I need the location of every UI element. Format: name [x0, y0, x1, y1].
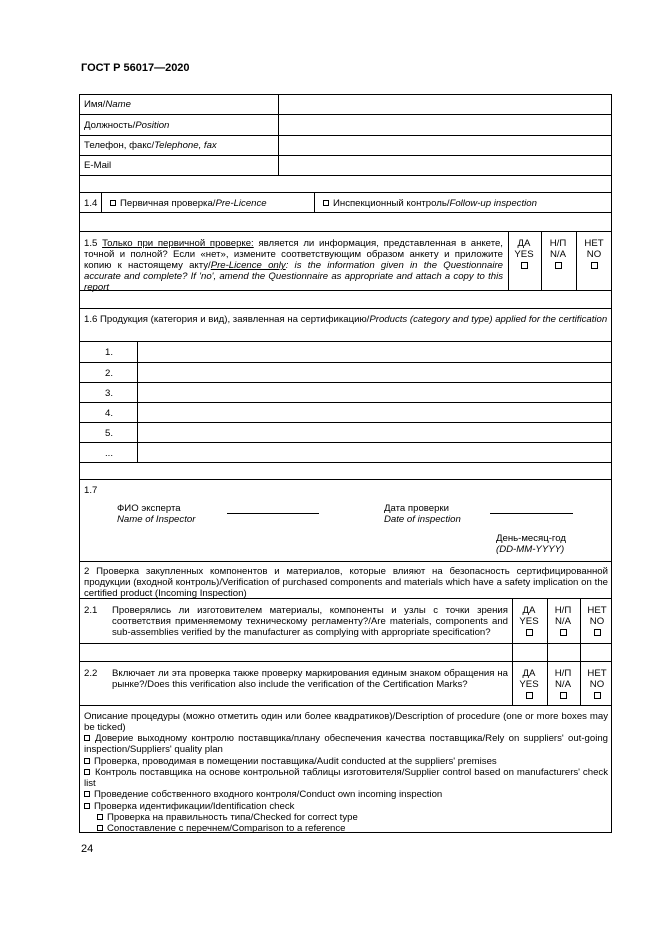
phone-label: Телефон, факс/ [84, 140, 155, 151]
checkbox-icon[interactable] [84, 758, 90, 764]
follow-up-label: Инспекционный контроль/ [333, 198, 450, 209]
yes-column: ДА YES [509, 238, 539, 269]
inspector-signature-line[interactable] [227, 513, 319, 514]
pre-licence-label: Первичная проверка/ [120, 198, 216, 209]
checkbox-icon[interactable] [97, 814, 103, 820]
date-label: Дата проверки [384, 503, 449, 514]
no-checkbox-icon[interactable] [594, 629, 601, 636]
product-row: 2. [80, 363, 611, 383]
procedure-option-correct-type: Проверка на правильность типа/Checked for correct type [107, 812, 358, 823]
section-2-2-question: Включает ли эта проверка также проверку маркирования единым знаком обращения на рынке?/Does this verification also include the verification of the Certification Marks? [112, 668, 508, 690]
na-column: Н/П N/A [543, 238, 573, 269]
section-2-1-number: 2.1 [84, 605, 98, 616]
product-row: 1. [80, 342, 611, 363]
document-header: ГОСТ Р 56017—2020 [81, 62, 190, 74]
section-1-5-row [80, 232, 611, 291]
position-label: Должность/ [84, 120, 136, 131]
yes-column: ДА YES [514, 668, 544, 699]
section-2-2-number: 2.2 [84, 668, 98, 679]
pre-licence-label-en: Pre-Licence [215, 198, 267, 209]
yes-checkbox-icon[interactable] [521, 262, 528, 269]
procedure-option-checklist: Контроль поставщика на основе контрольной таблицы изготовителя/Supplier control based on manufacturers' check list [84, 767, 608, 789]
procedure-option-own-inspection: Проведение собственного входного контроля/Conduct own incoming inspection [94, 789, 443, 800]
section-2-row [80, 562, 611, 599]
section-1-6-title: 1.6 Продукция (категория и вид), заявленная на сертификацию/Products (category and type) applied for the certification [84, 314, 608, 325]
section-2-1-question: Проверялись ли изготовителем материалы, компоненты и узлы с точки зрения соответствия применяемому техническому регламенту?/Are materials, components and sub-assemblies verified by the manufacturer as complying with appropriate specification? [112, 605, 508, 638]
product-row: 5. [80, 423, 611, 443]
product-row: ... [80, 443, 611, 463]
date-line[interactable] [490, 513, 573, 514]
checkbox-icon[interactable] [84, 791, 90, 797]
section-2-1-row [80, 599, 611, 644]
checkbox-icon[interactable] [97, 825, 103, 831]
phone-row [80, 136, 611, 156]
spacer-row [80, 644, 611, 662]
spacer-row [80, 176, 611, 193]
checkbox-icon[interactable] [323, 200, 329, 206]
no-checkbox-icon[interactable] [591, 262, 598, 269]
inspector-label: ФИО эксперта [117, 503, 181, 514]
name-label-en: Name [105, 99, 131, 110]
procedure-option-audit: Проверка, проводимая в помещении поставщика/Audit conducted at the suppliers' premises [94, 756, 497, 767]
email-label: E-Mail [84, 160, 112, 171]
na-checkbox-icon[interactable] [560, 629, 567, 636]
date-format: День-месяц-год [496, 533, 566, 544]
date-format-en: (DD-MM-YYYY) [496, 544, 565, 555]
section-2-title: 2 Проверка закупленных компонентов и материалов, которые влияют на безопасность сертифицированной продукции (входной контроль)/Verification of purchased components and materials which have a safety implication on the certified product (Incoming Inspection) [84, 566, 608, 599]
phone-label-en: Telephone, fax [154, 140, 217, 151]
procedure-intro: Описание процедуры (можно отметить один или более квадратиков)/Description of procedure (one or more boxes may be ticked) [84, 711, 608, 733]
na-checkbox-icon[interactable] [555, 262, 562, 269]
product-row: 3. [80, 383, 611, 403]
checkbox-icon[interactable] [110, 200, 116, 206]
follow-up-label-en: Follow-up inspection [449, 198, 537, 209]
section-2-2-row [80, 662, 611, 706]
spacer-row [80, 213, 611, 232]
section-1-4-number: 1.4 [84, 198, 98, 209]
na-checkbox-icon[interactable] [560, 692, 567, 699]
checkbox-icon[interactable] [84, 803, 90, 809]
yes-checkbox-icon[interactable] [526, 629, 533, 636]
section-1-6-row [80, 309, 611, 342]
section-1-5-question: 1.5 Только при первичной проверке: является ли информация, представленная в анкете, точной и полной? Если «нет», измените соответствующим образом анкету и приложите копию к настоящему акту/Pre-Licence only: is the information given in the Questionnaire accurate and complete? If 'no', amend the Questionnaire as appropriate and attach a copy to this report [84, 238, 503, 293]
product-row: 4. [80, 403, 611, 423]
position-label-en: Position [135, 120, 170, 131]
page-number: 24 [81, 843, 94, 855]
inspector-label-en: Name of Inspector [117, 514, 196, 525]
position-row [80, 115, 611, 136]
procedure-option-reference: Сопоставление с перечнем/Comparison to a reference [107, 823, 346, 833]
no-checkbox-icon[interactable] [594, 692, 601, 699]
name-row [80, 95, 611, 115]
spacer-row [80, 291, 611, 309]
procedure-option-supplier-inspection: Доверие выходному контролю поставщика/плану обеспечения качества поставщика/Rely on suppliers' out-going inspection/Suppliers' quality plan [84, 733, 608, 755]
section-1-4-row [80, 193, 611, 213]
date-label-en: Date of inspection [384, 514, 461, 525]
na-column: Н/П N/A [548, 668, 578, 699]
name-label: Имя/ [84, 99, 106, 110]
inspection-form [79, 94, 612, 833]
section-1-7-number: 1.7 [84, 485, 98, 496]
na-column: Н/П N/A [548, 605, 578, 636]
no-column: НЕТ NO [582, 605, 612, 636]
procedure-section [80, 706, 611, 833]
section-1-7-row [80, 480, 611, 562]
spacer-row [80, 463, 611, 480]
yes-checkbox-icon[interactable] [526, 692, 533, 699]
yes-column: ДА YES [514, 605, 544, 636]
no-column: НЕТ NO [582, 668, 612, 699]
email-row [80, 156, 611, 176]
no-column: НЕТ NO [579, 238, 609, 269]
procedure-option-identification: Проверка идентификации/Identification check [94, 801, 295, 812]
